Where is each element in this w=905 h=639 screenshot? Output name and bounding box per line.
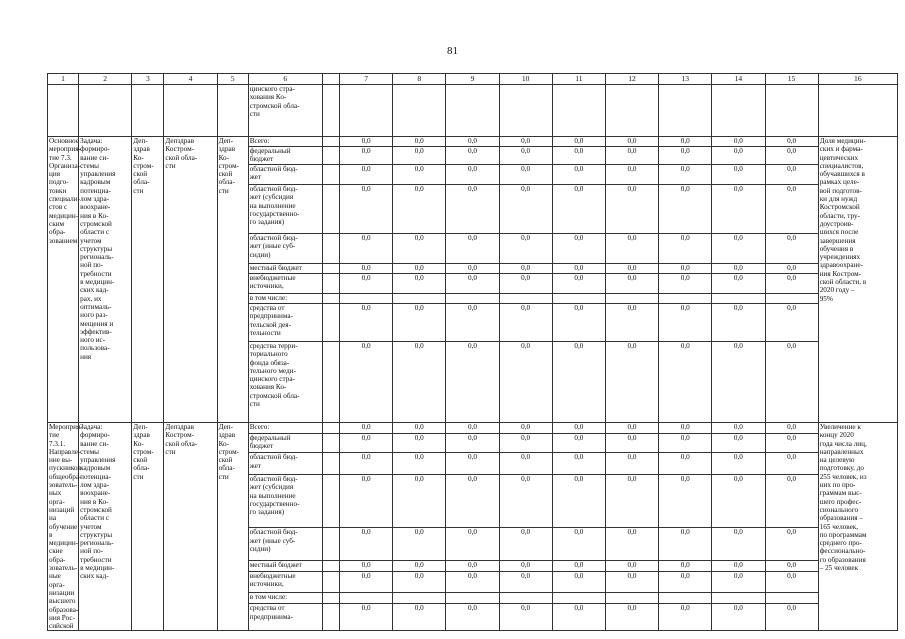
- value-cell: 0,0: [340, 304, 393, 342]
- funding-source-cell: средства от предпринима-: [248, 604, 322, 631]
- value-cell: 0,0: [499, 604, 552, 631]
- funding-source-cell: местный бюджет: [248, 560, 322, 571]
- funding-source-cell: внебюджетные источники,: [248, 571, 322, 593]
- value-cell: 0,0: [499, 342, 552, 423]
- column-header-row: [48, 74, 898, 85]
- value-cell: 0,0: [765, 185, 818, 234]
- value-cell: 0,0: [446, 185, 499, 234]
- value-cell: 0,0: [446, 165, 499, 185]
- value-cell: 0,0: [393, 453, 446, 475]
- value-cell: 0,0: [552, 274, 605, 294]
- value-cell: 0,0: [765, 342, 818, 423]
- value-cell: 0,0: [340, 234, 393, 264]
- value-cell: 0,0: [393, 264, 446, 274]
- value-cell: 0,0: [340, 453, 393, 475]
- value-cell: 0,0: [712, 475, 765, 528]
- value-cell: 0,0: [659, 423, 712, 434]
- value-cell: 0,0: [605, 264, 658, 274]
- funding-source-cell: областной бюд- жет (субсидия на выполнение государственно- го задания): [248, 185, 322, 234]
- funding-source-cell: внебюджетные источники,: [248, 274, 322, 294]
- funding-source-cell: федеральный бюджет: [248, 433, 322, 453]
- funding-source-cell: в том числе:: [248, 294, 322, 304]
- column-header-16: 15: [765, 74, 818, 85]
- value-cell: [605, 593, 658, 604]
- blank-cell: [322, 423, 339, 434]
- value-cell: 0,0: [765, 147, 818, 165]
- funding-source-cell: местный бюджет: [248, 264, 322, 274]
- value-cell: 0,0: [659, 342, 712, 423]
- value-cell: [393, 294, 446, 304]
- value-cell: 0,0: [765, 475, 818, 528]
- value-cell: 0,0: [393, 342, 446, 423]
- funding-source-cell: областной бюд- жет: [248, 165, 322, 185]
- value-cell: [552, 294, 605, 304]
- column-header-5: 5: [217, 74, 248, 85]
- value-cell: 0,0: [499, 433, 552, 453]
- blank-cell: [322, 304, 339, 342]
- value-cell: 0,0: [605, 560, 658, 571]
- column-header-3: 3: [132, 74, 164, 85]
- value-cell: 0,0: [393, 528, 446, 561]
- value-cell: [499, 593, 552, 604]
- value-cell: 0,0: [605, 453, 658, 475]
- value-cell: 0,0: [659, 453, 712, 475]
- page-number: 81: [447, 45, 458, 57]
- value-cell: [446, 593, 499, 604]
- value-cell: 0,0: [659, 147, 712, 165]
- value-cell: 0,0: [340, 264, 393, 274]
- program-table: [47, 73, 898, 631]
- value-cell: 0,0: [605, 274, 658, 294]
- value-cell: 0,0: [659, 433, 712, 453]
- value-cell: 0,0: [659, 528, 712, 561]
- value-cell: 0,0: [499, 147, 552, 165]
- result-cell: Доля медицин- ских и фарма- цевтических специалистов, обучавшихся в рамках целе- вой подготов- ки для нужд Костромской области, тру- доустроив- шихся после завершения обучения в учреждениях здравоохране- ния Костром- ской области, в 2020 году – 95%: [818, 137, 897, 423]
- value-cell: 0,0: [659, 560, 712, 571]
- value-cell: [499, 294, 552, 304]
- value-cell: 0,0: [605, 342, 658, 423]
- value-cell: 0,0: [712, 234, 765, 264]
- value-cell: 0,0: [659, 234, 712, 264]
- value-cell: 0,0: [340, 528, 393, 561]
- funding-source-cell: областной бюд- жет: [248, 453, 322, 475]
- value-cell: 0,0: [446, 304, 499, 342]
- value-cell: 0,0: [393, 137, 446, 147]
- value-cell: [446, 294, 499, 304]
- recipient-cell: Деп- здрав Ко- стром- ской обла- сти: [217, 137, 248, 423]
- column-header-1: 1: [48, 74, 79, 85]
- value-cell: 0,0: [605, 304, 658, 342]
- value-cell: 0,0: [499, 185, 552, 234]
- value-cell: 0,0: [659, 165, 712, 185]
- value-cell: 0,0: [605, 234, 658, 264]
- value-cell: 0,0: [712, 185, 765, 234]
- value-cell: 0,0: [712, 342, 765, 423]
- value-cell: 0,0: [393, 433, 446, 453]
- value-cell: [765, 294, 818, 304]
- value-cell: 0,0: [552, 304, 605, 342]
- value-cell: 0,0: [552, 264, 605, 274]
- value-cell: 0,0: [712, 165, 765, 185]
- value-cell: [659, 294, 712, 304]
- value-cell: 0,0: [393, 147, 446, 165]
- blank-cell: [322, 234, 339, 264]
- value-cell: 0,0: [552, 560, 605, 571]
- value-cell: 0,0: [393, 234, 446, 264]
- value-cell: 0,0: [605, 137, 658, 147]
- funding-row: [48, 137, 898, 147]
- value-cell: 0,0: [712, 453, 765, 475]
- funding-source-cell: областной бюд- жет (иные суб- сидии): [248, 234, 322, 264]
- value-cell: 0,0: [765, 234, 818, 264]
- column-header-15: 14: [712, 74, 765, 85]
- value-cell: 0,0: [765, 528, 818, 561]
- value-cell: 0,0: [393, 423, 446, 434]
- value-cell: 0,0: [765, 165, 818, 185]
- value-cell: 0,0: [659, 304, 712, 342]
- value-cell: 0,0: [659, 604, 712, 631]
- value-cell: [659, 593, 712, 604]
- column-header-7: [322, 74, 339, 85]
- value-cell: 0,0: [552, 453, 605, 475]
- value-cell: 0,0: [446, 475, 499, 528]
- blank-cell: [322, 433, 339, 453]
- value-cell: 0,0: [605, 433, 658, 453]
- value-cell: 0,0: [446, 453, 499, 475]
- value-cell: 0,0: [712, 560, 765, 571]
- value-cell: 0,0: [446, 560, 499, 571]
- blank-cell: [322, 604, 339, 631]
- value-cell: 0,0: [765, 137, 818, 147]
- value-cell: 0,0: [552, 137, 605, 147]
- value-cell: 0,0: [340, 475, 393, 528]
- value-cell: 0,0: [340, 137, 393, 147]
- value-cell: [552, 593, 605, 604]
- coexecutor-cell: Депздрав Костром- ской обла- сти: [164, 137, 217, 423]
- value-cell: 0,0: [552, 342, 605, 423]
- blank-cell: [322, 560, 339, 571]
- value-cell: 0,0: [499, 528, 552, 561]
- value-cell: 0,0: [765, 453, 818, 475]
- value-cell: 0,0: [340, 571, 393, 593]
- executor-cell: Деп- здрав Ко- стром- ской обла- сти: [132, 423, 164, 631]
- blank-cell: [322, 453, 339, 475]
- funding-source-cell: областной бюд- жет (иные суб- сидии): [248, 528, 322, 561]
- value-cell: 0,0: [659, 571, 712, 593]
- column-header-12: 11: [552, 74, 605, 85]
- funding-source-cell: средства от предпринима- тельской дея- тельности: [248, 304, 322, 342]
- value-cell: 0,0: [605, 528, 658, 561]
- funding-source-cell: средства терри- ториального фонда обяза- тельного меди- цинского стра- хования Ко- стромской обла- сти: [248, 342, 322, 423]
- value-cell: 0,0: [765, 274, 818, 294]
- value-cell: 0,0: [499, 234, 552, 264]
- value-cell: 0,0: [446, 342, 499, 423]
- value-cell: 0,0: [605, 571, 658, 593]
- value-cell: 0,0: [499, 571, 552, 593]
- value-cell: 0,0: [499, 560, 552, 571]
- value-cell: 0,0: [340, 274, 393, 294]
- value-cell: 0,0: [605, 475, 658, 528]
- value-cell: 0,0: [499, 304, 552, 342]
- value-cell: 0,0: [393, 560, 446, 571]
- blank-cell: [322, 274, 339, 294]
- value-cell: 0,0: [659, 274, 712, 294]
- value-cell: 0,0: [659, 185, 712, 234]
- blank-cell: [322, 475, 339, 528]
- value-cell: 0,0: [499, 475, 552, 528]
- value-cell: 0,0: [393, 185, 446, 234]
- value-cell: 0,0: [552, 423, 605, 434]
- value-cell: 0,0: [446, 264, 499, 274]
- value-cell: 0,0: [499, 264, 552, 274]
- task-cell: Задача: формиро- вание си- стемы управления кадровым потенциа- лом здра- воохране- ния в Ко- стромской области с учетом структуры региональ- ной по- требности в медицин- ских кад-: [79, 423, 132, 631]
- value-cell: 0,0: [712, 528, 765, 561]
- value-cell: 0,0: [605, 423, 658, 434]
- value-cell: 0,0: [340, 342, 393, 423]
- blank-cell: [322, 137, 339, 147]
- value-cell: [340, 593, 393, 604]
- value-cell: 0,0: [712, 423, 765, 434]
- value-cell: [765, 593, 818, 604]
- value-cell: 0,0: [446, 433, 499, 453]
- value-cell: 0,0: [340, 165, 393, 185]
- blank-cell: [322, 342, 339, 423]
- value-cell: 0,0: [446, 234, 499, 264]
- value-cell: 0,0: [340, 147, 393, 165]
- value-cell: 0,0: [446, 423, 499, 434]
- result-cell: Увеличение к концу 2020 года числа лиц, направленных на целевую подготовку, до 255 человек, из них по про- граммам выс- шего профес- сионального образования – 165 человек, по программам среднего про- фессионально- го образования – 25 человек: [818, 423, 897, 631]
- value-cell: 0,0: [446, 147, 499, 165]
- column-header-14: 13: [659, 74, 712, 85]
- value-cell: [393, 593, 446, 604]
- value-cell: 0,0: [340, 560, 393, 571]
- carry-over-source-cell: цинского стра- хования Ко- стромской обла- сти: [248, 85, 322, 137]
- value-cell: [712, 593, 765, 604]
- value-cell: 0,0: [552, 165, 605, 185]
- column-header-8: 7: [340, 74, 393, 85]
- value-cell: 0,0: [552, 475, 605, 528]
- value-cell: 0,0: [552, 528, 605, 561]
- value-cell: 0,0: [393, 274, 446, 294]
- value-cell: 0,0: [765, 560, 818, 571]
- value-cell: 0,0: [499, 165, 552, 185]
- value-cell: 0,0: [659, 475, 712, 528]
- value-cell: 0,0: [552, 433, 605, 453]
- blank-cell: [322, 571, 339, 593]
- blank-cell: [322, 294, 339, 304]
- column-header-11: 10: [499, 74, 552, 85]
- column-header-10: 9: [446, 74, 499, 85]
- value-cell: 0,0: [499, 137, 552, 147]
- executor-cell: Деп- здрав Ко- стром- ской обла- сти: [132, 137, 164, 423]
- value-cell: 0,0: [765, 264, 818, 274]
- value-cell: 0,0: [712, 433, 765, 453]
- blank-cell: [322, 593, 339, 604]
- value-cell: 0,0: [712, 137, 765, 147]
- value-cell: 0,0: [765, 571, 818, 593]
- value-cell: 0,0: [712, 147, 765, 165]
- value-cell: [340, 294, 393, 304]
- value-cell: 0,0: [712, 274, 765, 294]
- funding-source-cell: областной бюд- жет (субсидия на выполнение государственно- го задания): [248, 475, 322, 528]
- value-cell: 0,0: [712, 264, 765, 274]
- value-cell: 0,0: [340, 185, 393, 234]
- value-cell: 0,0: [393, 304, 446, 342]
- blank-cell: [322, 165, 339, 185]
- value-cell: 0,0: [340, 433, 393, 453]
- value-cell: 0,0: [446, 274, 499, 294]
- value-cell: 0,0: [659, 137, 712, 147]
- value-cell: 0,0: [446, 571, 499, 593]
- value-cell: 0,0: [340, 604, 393, 631]
- value-cell: 0,0: [552, 185, 605, 234]
- column-header-13: 12: [605, 74, 658, 85]
- value-cell: 0,0: [765, 433, 818, 453]
- value-cell: [712, 294, 765, 304]
- column-header-2: 2: [79, 74, 132, 85]
- value-cell: 0,0: [659, 264, 712, 274]
- blank-cell: [322, 264, 339, 274]
- value-cell: 0,0: [605, 604, 658, 631]
- value-cell: 0,0: [499, 274, 552, 294]
- value-cell: 0,0: [712, 571, 765, 593]
- value-cell: 0,0: [340, 423, 393, 434]
- column-header-17: 16: [818, 74, 897, 85]
- column-header-6: 6: [248, 74, 322, 85]
- value-cell: 0,0: [446, 528, 499, 561]
- value-cell: 0,0: [712, 604, 765, 631]
- column-header-9: 8: [393, 74, 446, 85]
- column-header-4: 4: [164, 74, 217, 85]
- carry-over-row: [48, 85, 898, 137]
- funding-source-cell: в том числе:: [248, 593, 322, 604]
- value-cell: 0,0: [605, 185, 658, 234]
- value-cell: [605, 294, 658, 304]
- value-cell: 0,0: [552, 234, 605, 264]
- value-cell: 0,0: [712, 304, 765, 342]
- value-cell: 0,0: [552, 604, 605, 631]
- funding-row: [48, 423, 898, 434]
- value-cell: 0,0: [393, 571, 446, 593]
- value-cell: 0,0: [605, 147, 658, 165]
- value-cell: 0,0: [393, 165, 446, 185]
- measure-cell: Мероприя- тие 7.3.1. Направле- ние вы- пускников общеобра- зователь- ных орга- низаций на обучение в медицин- ские обра- зователь- ные орга- низации высшего образова- ния Рос- сийской: [49, 423, 83, 631]
- value-cell: 0,0: [765, 604, 818, 631]
- value-cell: 0,0: [765, 423, 818, 434]
- funding-source-cell: Всего:: [248, 137, 322, 147]
- blank-cell: [322, 147, 339, 165]
- value-cell: 0,0: [605, 165, 658, 185]
- blank-cell: [322, 528, 339, 561]
- value-cell: 0,0: [393, 604, 446, 631]
- value-cell: 0,0: [499, 453, 552, 475]
- value-cell: 0,0: [446, 137, 499, 147]
- value-cell: 0,0: [499, 423, 552, 434]
- measure-cell: Основное мероприя- тие 7.3. Организа- ция подго- товки специали- стов с медицин- ским обра- зованием: [48, 137, 79, 423]
- value-cell: 0,0: [765, 304, 818, 342]
- funding-source-cell: федеральный бюджет: [248, 147, 322, 165]
- value-cell: 0,0: [446, 604, 499, 631]
- recipient-cell: Деп- здрав Ко- стром- ской обла- сти: [217, 423, 248, 631]
- value-cell: 0,0: [552, 147, 605, 165]
- value-cell: 0,0: [393, 475, 446, 528]
- funding-source-cell: Всего:: [248, 423, 322, 434]
- coexecutor-cell: Депздрав Костром- ской обла- сти: [164, 423, 217, 631]
- blank-cell: [322, 185, 339, 234]
- task-cell: Задача: формиро- вание си- стемы управления кадровым потенциа- лом здра- воохране- ния в Ко- стромской области с учетом структуры региональ- ной по- требности в медицин- ских кад- рах, их oптималь- ного раз- мещения и эффектив- ного ис- пользова- ния: [79, 137, 132, 423]
- value-cell: 0,0: [552, 571, 605, 593]
